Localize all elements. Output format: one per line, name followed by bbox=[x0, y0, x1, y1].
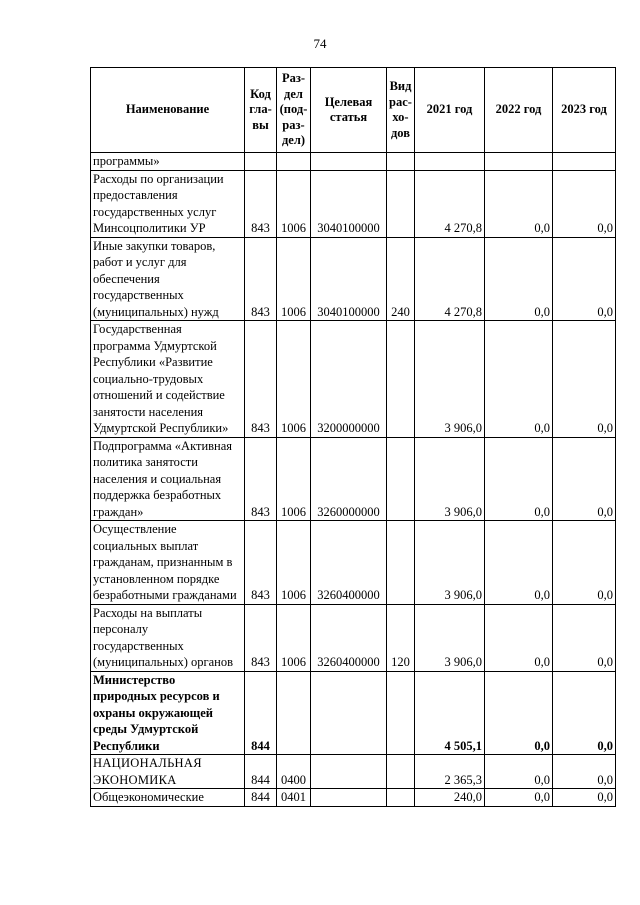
table-row bbox=[91, 604, 616, 671]
row-razdel: 1006 bbox=[277, 521, 311, 605]
row-2023 bbox=[553, 153, 616, 171]
row-2021: 3 906,0 bbox=[415, 437, 485, 521]
row-razdel bbox=[277, 671, 311, 755]
row-2023: 0,0 bbox=[553, 755, 616, 789]
header-row bbox=[91, 68, 616, 153]
header-celevaya: Целевая статья bbox=[311, 68, 387, 153]
row-2022: 0,0 bbox=[485, 170, 553, 237]
table-row bbox=[91, 170, 616, 237]
row-2021: 4 270,8 bbox=[415, 237, 485, 321]
row-name: Осуществление социальных выплат гражданам, признанным в установленном порядке безработными гражданами bbox=[91, 521, 245, 605]
table-row bbox=[91, 153, 616, 171]
header-razdel: Раз-дел (под-раз-дел) bbox=[277, 68, 311, 153]
page-number: 74 bbox=[313, 36, 327, 51]
row-2023: 0,0 bbox=[553, 437, 616, 521]
row-razdel: 1006 bbox=[277, 170, 311, 237]
row-celevaya: 3260400000 bbox=[311, 521, 387, 605]
row-razdel bbox=[277, 153, 311, 171]
row-2022: 0,0 bbox=[485, 789, 553, 807]
row-name: Расходы по организации предоставления государственных услуг Минсоцполитики УР bbox=[91, 170, 245, 237]
row-kod: 844 bbox=[245, 671, 277, 755]
header-vid: Вид рас-хо-дов bbox=[387, 68, 415, 153]
row-2022: 0,0 bbox=[485, 521, 553, 605]
row-2021: 240,0 bbox=[415, 789, 485, 807]
row-celevaya: 3040100000 bbox=[311, 170, 387, 237]
row-name: Иные закупки товаров, работ и услуг для обеспечения государственных (муниципальных) нужд bbox=[91, 237, 245, 321]
header-2022: 2022 год bbox=[485, 68, 553, 153]
row-2023: 0,0 bbox=[553, 321, 616, 438]
row-name: НАЦИОНАЛЬНАЯ ЭКОНОМИКА bbox=[91, 755, 245, 789]
row-2021: 3 906,0 bbox=[415, 604, 485, 671]
row-2023: 0,0 bbox=[553, 521, 616, 605]
row-2021: 4 505,1 bbox=[415, 671, 485, 755]
row-kod: 843 bbox=[245, 604, 277, 671]
row-vid: 240 bbox=[387, 237, 415, 321]
row-vid bbox=[387, 437, 415, 521]
table-row bbox=[91, 321, 616, 438]
row-celevaya: 3040100000 bbox=[311, 237, 387, 321]
row-razdel: 0400 bbox=[277, 755, 311, 789]
row-name: Государственная программа Удмуртской Республики «Развитие социально-трудовых отношений и содействие занятости населения Удмуртской Республики» bbox=[91, 321, 245, 438]
row-name: программы» bbox=[91, 153, 245, 171]
row-name: Расходы на выплаты персоналу государственных (муниципальных) органов bbox=[91, 604, 245, 671]
row-kod: 843 bbox=[245, 521, 277, 605]
row-name: Министерство природных ресурсов и охраны окружающей среды Удмуртской Республики bbox=[91, 671, 245, 755]
table-row bbox=[91, 521, 616, 605]
row-razdel: 1006 bbox=[277, 437, 311, 521]
table-row bbox=[91, 437, 616, 521]
row-2022: 0,0 bbox=[485, 604, 553, 671]
row-vid bbox=[387, 755, 415, 789]
row-vid bbox=[387, 789, 415, 807]
row-vid bbox=[387, 521, 415, 605]
row-2022: 0,0 bbox=[485, 237, 553, 321]
row-kod: 843 bbox=[245, 437, 277, 521]
row-2021: 3 906,0 bbox=[415, 321, 485, 438]
row-2023: 0,0 bbox=[553, 789, 616, 807]
row-vid bbox=[387, 153, 415, 171]
row-name: Подпрограмма «Активная политика занятости населения и социальная поддержка безработных граждан» bbox=[91, 437, 245, 521]
row-celevaya: 3260400000 bbox=[311, 604, 387, 671]
row-kod: 843 bbox=[245, 237, 277, 321]
budget-table bbox=[90, 67, 616, 807]
row-2023: 0,0 bbox=[553, 604, 616, 671]
row-razdel: 1006 bbox=[277, 237, 311, 321]
row-2022: 0,0 bbox=[485, 671, 553, 755]
row-name: Общеэкономические bbox=[91, 789, 245, 807]
row-celevaya: 3200000000 bbox=[311, 321, 387, 438]
row-vid bbox=[387, 321, 415, 438]
header-2023: 2023 год bbox=[553, 68, 616, 153]
row-kod: 843 bbox=[245, 170, 277, 237]
row-celevaya bbox=[311, 789, 387, 807]
row-celevaya: 3260000000 bbox=[311, 437, 387, 521]
row-2021 bbox=[415, 153, 485, 171]
row-razdel: 1006 bbox=[277, 604, 311, 671]
header-code-glavy: Код гла-вы bbox=[245, 68, 277, 153]
row-kod: 844 bbox=[245, 789, 277, 807]
row-razdel: 0401 bbox=[277, 789, 311, 807]
header-name: Наименование bbox=[91, 68, 245, 153]
row-2023: 0,0 bbox=[553, 237, 616, 321]
row-2023: 0,0 bbox=[553, 170, 616, 237]
row-2023: 0,0 bbox=[553, 671, 616, 755]
row-razdel: 1006 bbox=[277, 321, 311, 438]
row-celevaya bbox=[311, 153, 387, 171]
row-vid bbox=[387, 671, 415, 755]
row-2021: 3 906,0 bbox=[415, 521, 485, 605]
table-row bbox=[91, 671, 616, 755]
row-kod bbox=[245, 153, 277, 171]
row-2022 bbox=[485, 153, 553, 171]
row-vid: 120 bbox=[387, 604, 415, 671]
row-vid bbox=[387, 170, 415, 237]
table-row bbox=[91, 755, 616, 789]
row-kod: 844 bbox=[245, 755, 277, 789]
row-2022: 0,0 bbox=[485, 321, 553, 438]
row-2022: 0,0 bbox=[485, 437, 553, 521]
row-2021: 4 270,8 bbox=[415, 170, 485, 237]
row-2021: 2 365,3 bbox=[415, 755, 485, 789]
row-2022: 0,0 bbox=[485, 755, 553, 789]
row-kod: 843 bbox=[245, 321, 277, 438]
row-celevaya bbox=[311, 671, 387, 755]
row-celevaya bbox=[311, 755, 387, 789]
table-row bbox=[91, 237, 616, 321]
table-row bbox=[91, 789, 616, 807]
header-2021: 2021 год bbox=[415, 68, 485, 153]
